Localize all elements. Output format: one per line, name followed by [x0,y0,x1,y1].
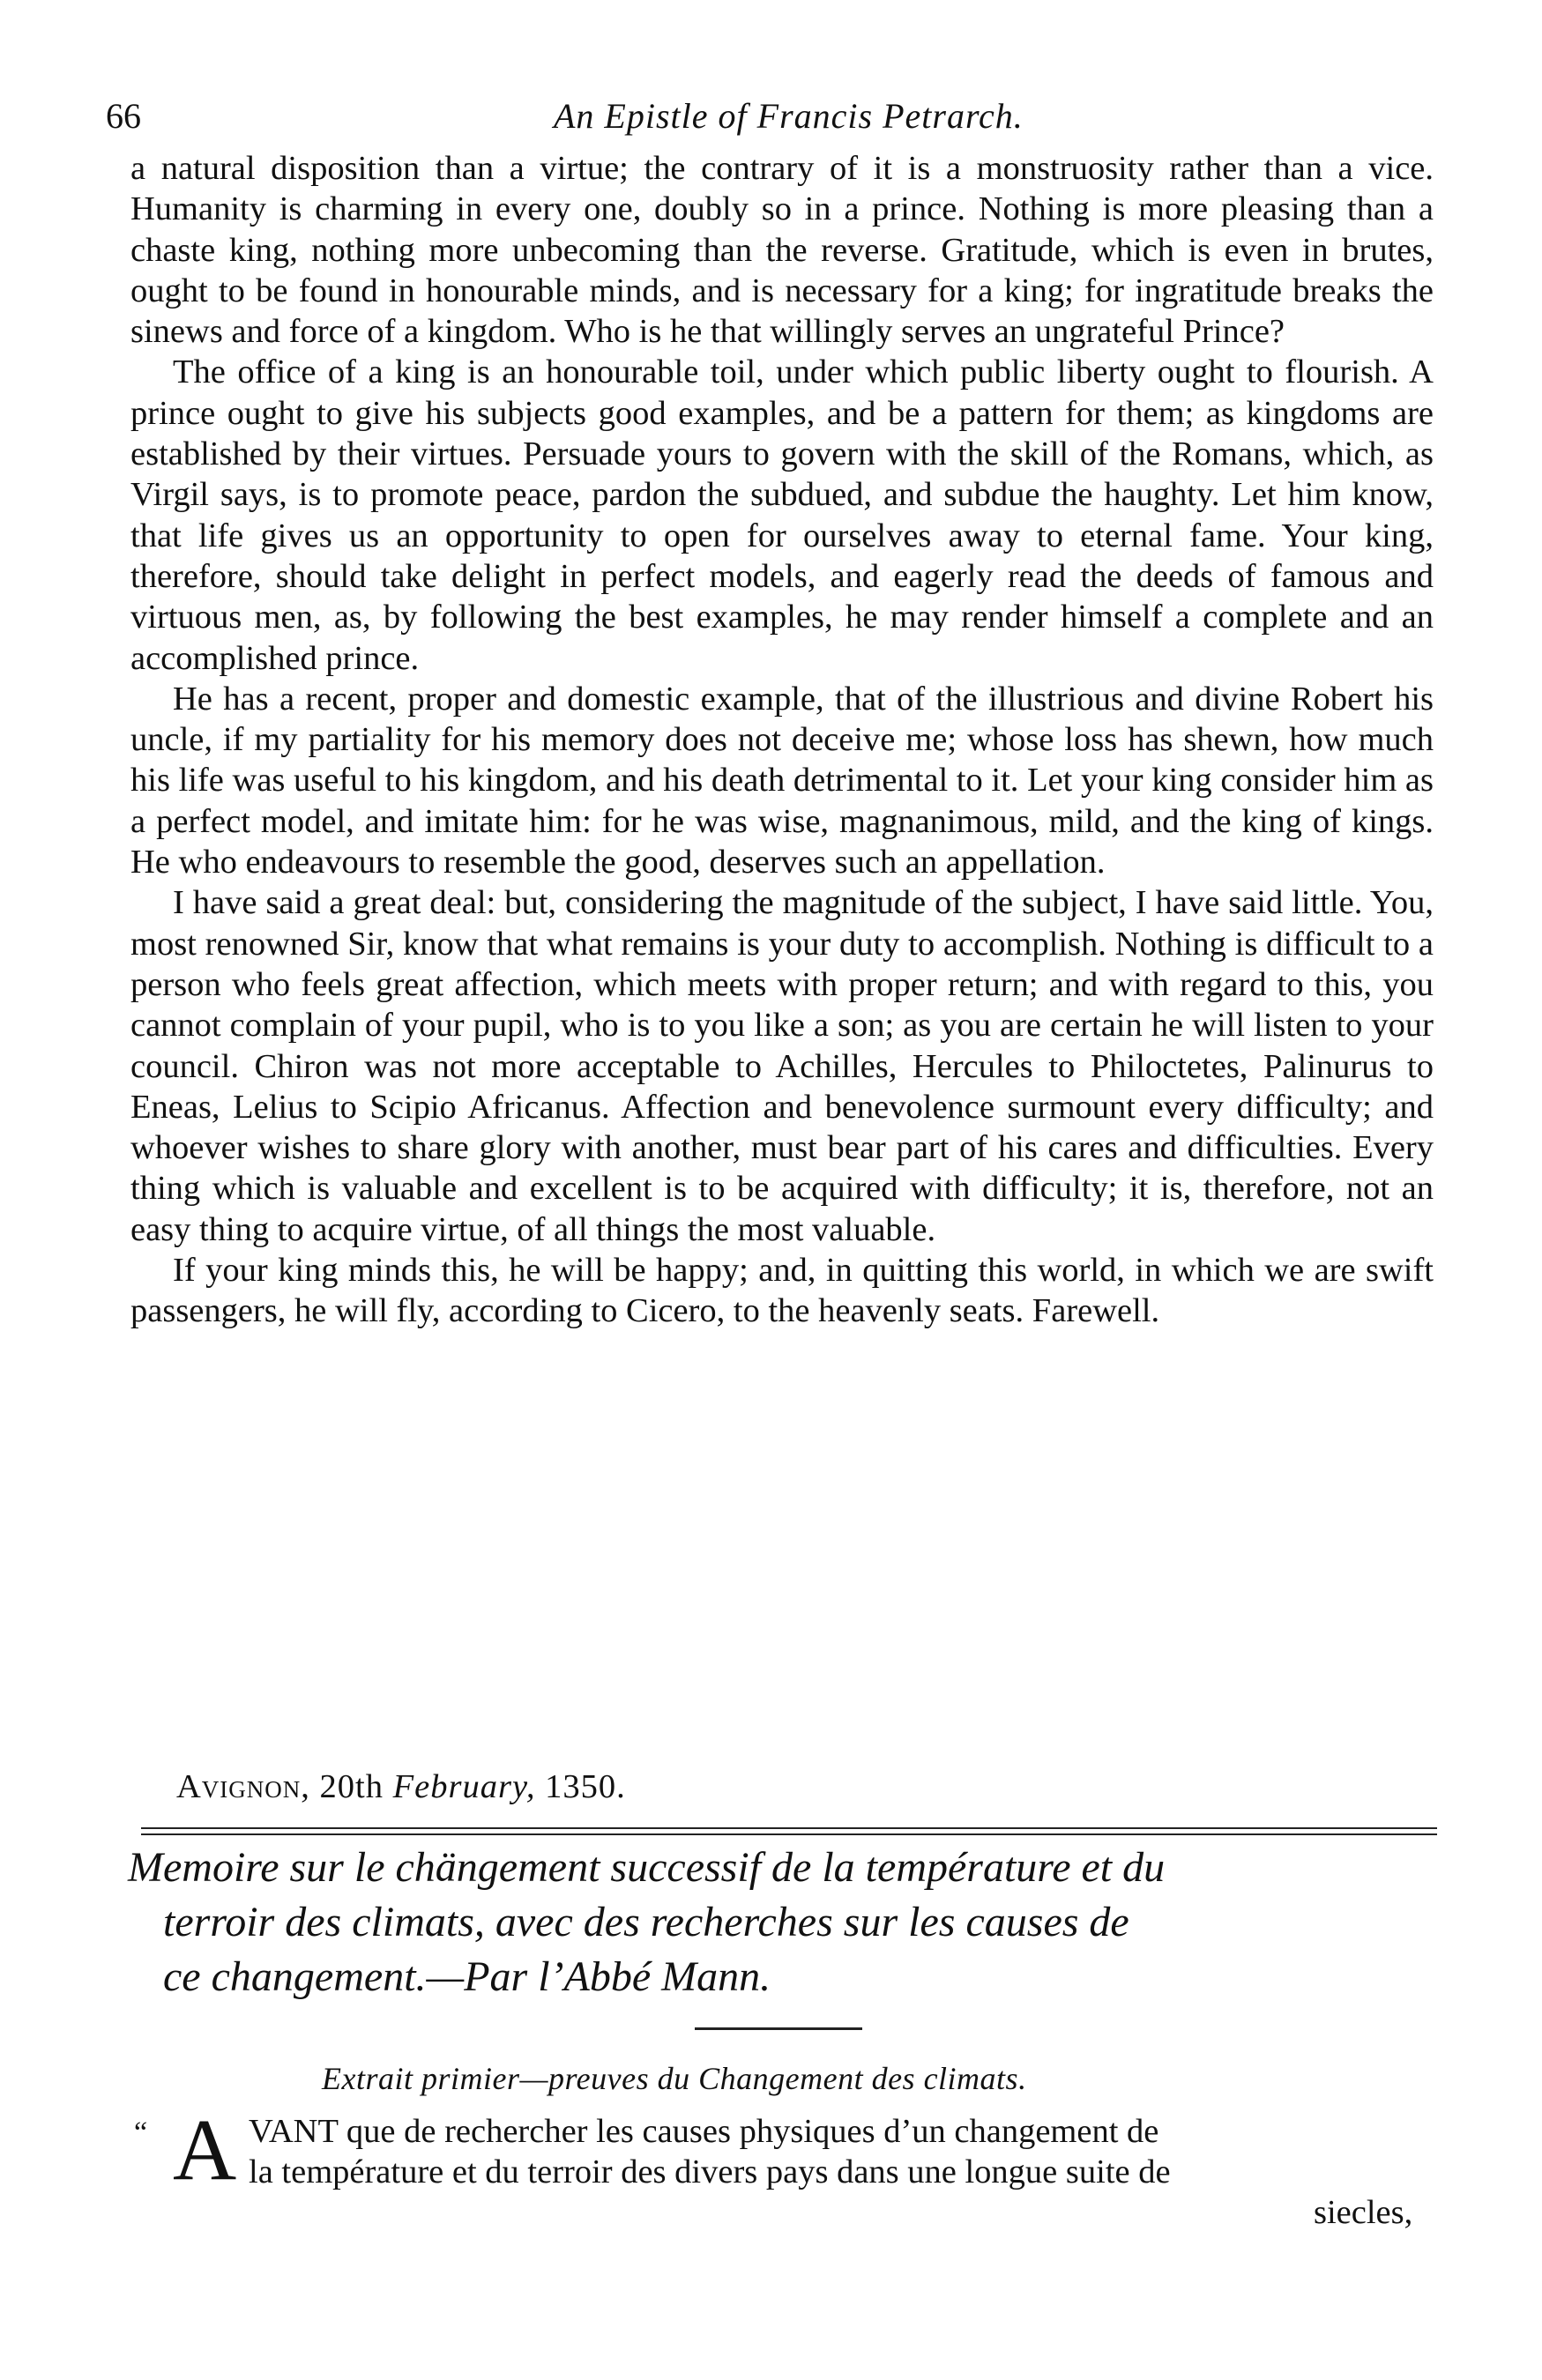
epistle-body [130,148,1434,1332]
memoir-title-line-1: Memoire sur le chängement successif de la température et du [128,1844,1166,1891]
signoff [176,1767,626,1806]
signoff-year: 1350. [545,1768,626,1805]
running-title: An Epistle of Francis Petrarch. [554,96,1024,136]
double-rule-divider [141,1827,1437,1835]
signoff-place: Avignon, [176,1768,310,1805]
paragraph-said-a-great-deal: I have said a great deal: but, considering the magnitude of the subject, I have said little. You, most renowned Sir, know that what remains is your duty to accomplish. Nothing is difficult to a person who feels great affection, which meets with proper return; and with regard to this, you cannot complain of your pupil, who is to you like a son; as you are certain he will listen to your council. Chiron was not more acceptable to Achilles, Hercules to Philoctetes, Palinurus to Eneas, Lelius to Scipio Africanus. Affection and benevolence surmount every difficulty; and whoever wishes to share glory with another, must bear part of his cares and difficulties. Every thing which is valuable and excellent is to be acquired with difficulty; it is, therefore, not an easy thing to acquire virtue, of all things the most valuable. [130,884,1434,1248]
memoir-title-line-2: terroir des climats, avec des recherches sur les causes de [163,1899,1129,1945]
signoff-month: February, [392,1768,536,1805]
memoir-title-line-3: ce changement.—Par l’Abbé Mann. [163,1953,771,2000]
paragraph-office-of-king: The office of a king is an honourable toil, under which public liberty ought to flourish. A prince ought to give his subjects good examples, and be a pattern for them; as kingdoms are established by their virtues. Persuade yours to govern with the skill of the Romans, which, as Virgil says, is to promote peace, pardon the subdued, and subdue the haughty. Let him know, that life gives us an opportunity to open for ourselves away to eternal fame. Your king, therefore, should take delight in perfect models, and eagerly read the deeds of famous and virtuous men, as, by following the best examples, he may render himself a complete and an accomplished prince. [130,353,1434,677]
extract-heading: Extrait primier—preuves du Changement des climats. [322,2061,1027,2096]
page-number: 66 [106,96,141,136]
paragraph-continued: a natural disposition than a virtue; the contrary of it is a monstruosity rather than a vice. Humanity is charming in every one, doubly so in a prince. Nothing is more pleasing than a chaste king, nothing more unbecoming than the reverse. Gratitude, which is even in brutes, ought to be found in honourable minds, and is necessary for a king; for ingratitude breaks the sinews and force of a kingdom. Who is he that willingly serves an ungrateful Prince? [130,150,1434,351]
short-rule-divider [695,2027,862,2030]
memoir-title [128,1841,1441,2004]
opening-line-3: siecles, [1314,2194,1413,2231]
paragraph-farewell: If your king minds this, he will be happy; and, in quitting this world, in which we are swift passengers, he will fly, according to Cicero, to the heavenly seats. Farewell. [130,1252,1434,1330]
signoff-date: 20th [319,1768,384,1805]
drop-cap: A [173,2101,237,2198]
opening-line-2: la température et du terroir des divers pays dans une longue suite de [249,2153,1171,2190]
opening-quote-mark: “ [134,2116,148,2149]
opening-line-1: VANT que de rechercher les causes physiques d’un changement de [249,2113,1159,2150]
paragraph-robert-example: He has a recent, proper and domestic example, that of the illustrious and divine Robert his uncle, if my partiality for his memory does not deceive me; whose loss has shewn, how much his life was useful to his kingdom, and his death detrimental to it. Let your king consider him as a perfect model, and imitate him: for he was wise, magnanimous, mild, and the king of kings. He who endeavours to resemble the good, deserves such an appellation. [130,680,1434,881]
running-head [106,95,1446,148]
